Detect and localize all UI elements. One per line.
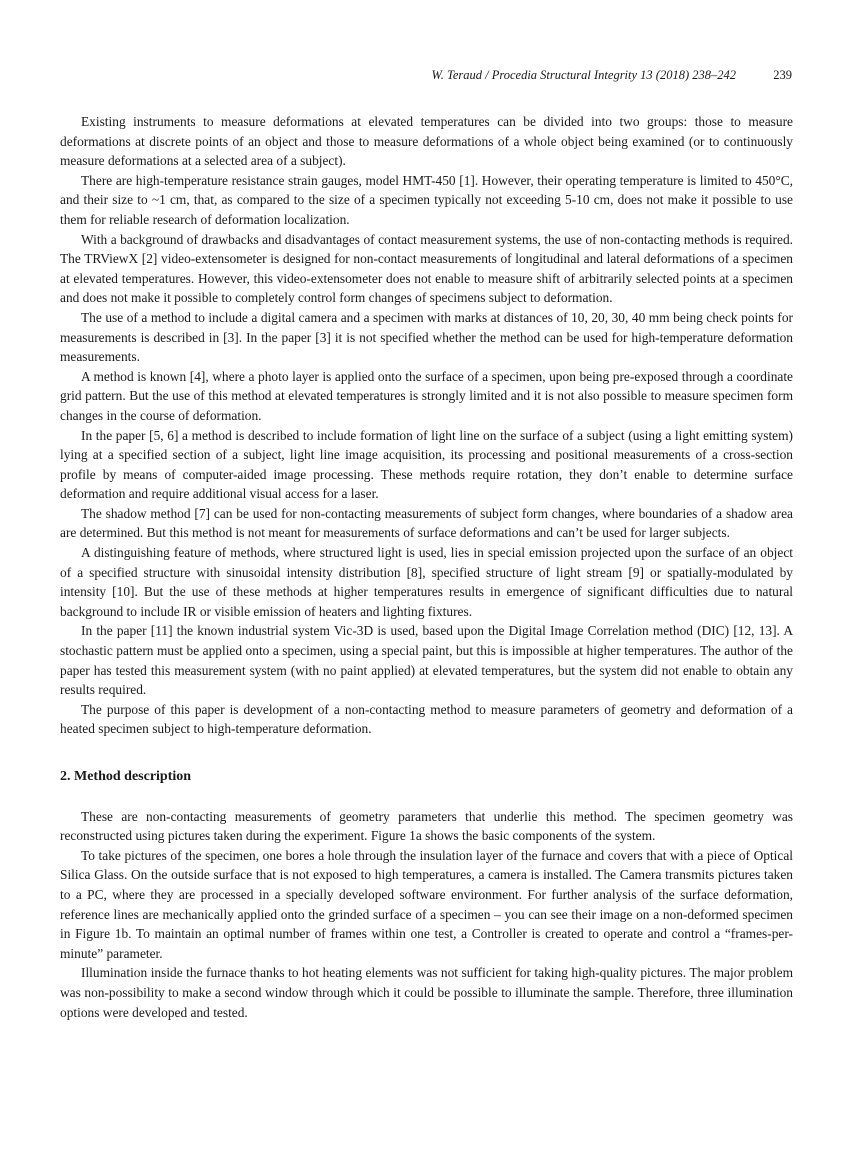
- section-heading: 2. Method description: [60, 769, 192, 784]
- paragraph: To take pictures of the specimen, one bores a hole through the insulation layer of the furnace and covers that with a piece of Optical Silica Glass. On the outside surface that is not exposed to high temperatures, a camera is installed. The Camera transmits pictures taken to a PC, where they are processed in a specially developed software environment. For further analysis of the surface deformation, reference lines are mechanically applied onto the grinded surface of a specimen – you can see their image on a non-deformed specimen in Figure 1b. To maintain an optimal number of frames within one test, a Controller is created to operate and control a “frames-per-minute” parameter.: [60, 847, 793, 961]
- paragraph: The purpose of this paper is development of a non-contacting method to measure parameters of geometry and deformation of a heated specimen subject to high-temperature deformation.: [60, 701, 793, 737]
- paragraph: In the paper [5, 6] a method is described to include formation of light line on the surface of a subject (using a light emitting system) lying at a specified section of a subject, light line image acquisition, its processing and positional measurements of a cross-section profile by means of computer-aided image processing. These methods require rotation, they don’t enable to determine surface deformation and require additional visual access for a laser.: [60, 427, 793, 502]
- paragraph: Illumination inside the furnace thanks to hot heating elements was not sufficient for taking high-quality pictures. The major problem was non-possibility to make a second window through which it could be possible to illuminate the sample. Therefore, three illumination options were developed and tested.: [60, 965, 793, 1020]
- paragraph: A method is known [4], where a photo layer is applied onto the surface of a specimen, upon being pre-exposed through a coordinate grid pattern. But the use of this method at elevated temperatures is strongly limited and it is not also possible to measure specimen form changes in the course of deformation.: [60, 368, 793, 423]
- paragraph: Existing instruments to measure deformations at elevated temperatures can be divided into two groups: those to measure deformations at discrete points of an object and those to measure deformations of a whole object being examined (or to continuously measure deformations at a selected area of a subject).: [60, 114, 793, 169]
- journal-citation: W. Teraud / Procedia Structural Integrity 13 (2018) 238–242: [431, 68, 736, 82]
- paragraph: These are non-contacting measurements of geometry parameters that underlie this method. The specimen geometry was reconstructed using pictures taken during the experiment. Figure 1a shows the basic components of the system.: [60, 808, 793, 844]
- paragraph: The use of a method to include a digital camera and a specimen with marks at distances of 10, 20, 30, 40 mm being check points for measurements is described in [3]. In the paper [3] it is not specified whether the method can be used for high-temperature deformation measurements.: [60, 309, 793, 365]
- page-number: 239: [773, 68, 792, 82]
- paragraph: There are high-temperature resistance strain gauges, model HMT-450 [1]. However, their operating temperature is limited to 450°C, and their size to ~1 cm, that, as compared to the size of a specimen typically not exceeding 5-10 cm, does not make it possible to use them for reliable research of deformation localization.: [60, 172, 793, 227]
- paragraph: With a background of drawbacks and disadvantages of contact measurement systems, the use of non-contacting methods is required. The TRViewX [2] video-extensometer is designed for non-contact measurements of longitudinal and lateral deformations of a specimen at elevated temperatures. However, this video-extensometer does not enable to measure shift of arbitrarily selected points at a specimen and does not make it possible to completely control form changes of specimens subject to deformation.: [60, 231, 793, 306]
- body-text: [60, 112, 793, 1022]
- paragraph: The shadow method [7] can be used for non-contacting measurements of subject form changes, where boundaries of a shadow area are determined. But this method is not meant for measurements of surface deformations and can’t be used for larger subjects.: [60, 505, 793, 541]
- paragraph: In the paper [11] the known industrial system Vic-3D is used, based upon the Digital Image Correlation method (DIC) [12, 13]. A stochastic pattern must be applied onto a specimen, using a special paint, but this is impossible at higher temperatures. The author of the paper has tested this measurement system (with no paint applied) at elevated temperatures, but the system did not enable to obtain any results required.: [60, 623, 793, 698]
- paragraph: A distinguishing feature of methods, where structured light is used, lies in special emission projected upon the surface of an object of a specified structure with sinusoidal intensity distribution [8], specified structure of light stream [9] or spatially-modulated by intensity [10]. But the use of these methods at higher temperatures results in emergence of significant difficulties due to natural background to include IR or visible emission of heaters and lighting fixtures.: [60, 545, 793, 619]
